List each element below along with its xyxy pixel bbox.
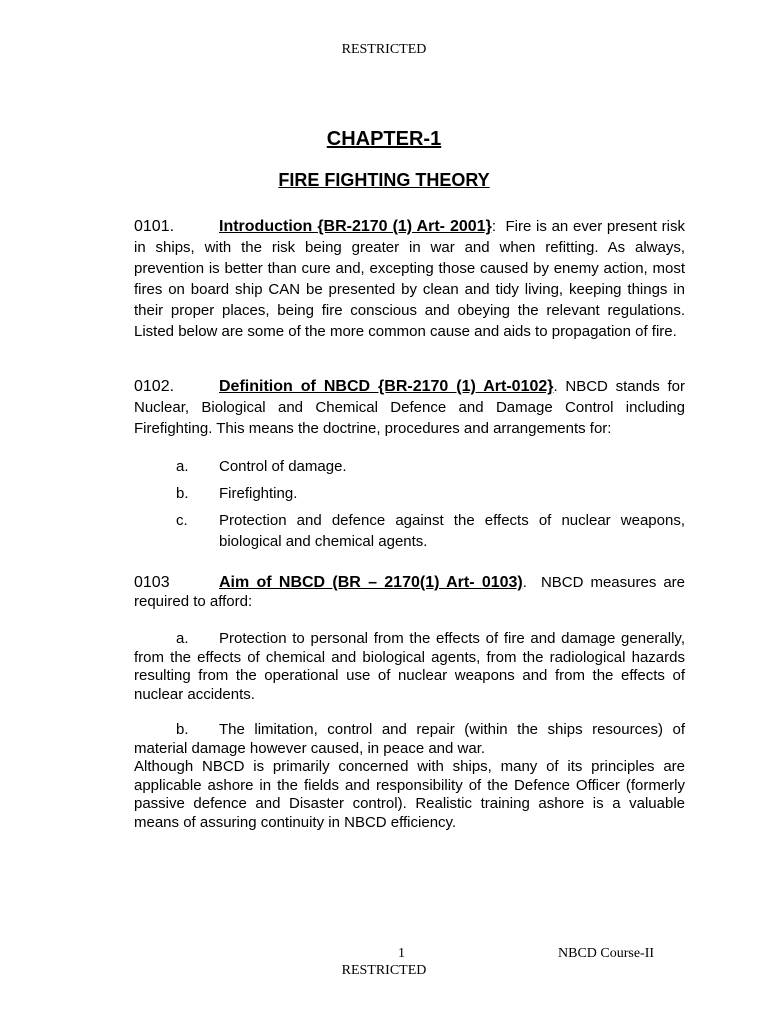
aim-item-b xyxy=(134,721,685,758)
list-text: Protection to personal from the effects of fire and damage generally, from the effects of chemical and biological agents, from the radiological hazards resulting from the operational use of nuclear weapons and from the effects of nuclear accidents. xyxy=(134,630,685,703)
section-text: NBCD measures are required to afford: xyxy=(134,574,685,610)
section-0102 xyxy=(134,376,685,439)
course-name: NBCD Course-II xyxy=(558,946,655,961)
list-letter: b. xyxy=(176,721,189,738)
section-separator: . xyxy=(522,574,527,591)
chapter-subtitle: FIRE FIGHTING THEORY xyxy=(278,170,490,190)
page-number: 1 xyxy=(398,946,405,961)
list-text: The limitation, control and repair (within the ships resources) of material damage however caused, in peace and war. xyxy=(134,721,685,757)
closing-paragraph: Although NBCD is primarily concerned with ships, many of its principles are applicable ashore in the fields and responsibility of the Defence Officer (formerly passive defence and Disaster control). Realistic training ashore is a valuable means of assuring continuity in NBCD efficiency. xyxy=(134,758,685,831)
section-separator: : xyxy=(491,218,496,235)
section-separator: . xyxy=(553,378,558,395)
list-text: Firefighting. xyxy=(219,485,298,502)
chapter-title: CHAPTER-1 xyxy=(326,128,442,150)
section-number: 0103 xyxy=(134,574,170,591)
list-letter: b. xyxy=(176,485,189,502)
list-letter: a. xyxy=(176,630,189,647)
aim-item-a xyxy=(134,630,685,704)
section-heading: Introduction {BR-2170 (1) Art- 2001} xyxy=(219,218,492,235)
section-0103 xyxy=(134,574,685,611)
section-text: NBCD stands for Nuclear, Biological and Chemical Defence and Damage Control including Firefighting. This means the doctrine, procedures and arrangements for: xyxy=(134,378,685,437)
section-text: Fire is an ever present risk in ships, with the risk being greater in war and when refitting. As always, prevention is better than cure and, excepting those caused by enemy action, most fires on board ship CAN be presented by clean and tidy living, keeping things in their proper places, being fire conscious and obeying the relevant regulations. Listed below are some of the more common cause and aids to propagation of fire. xyxy=(134,218,686,340)
header-classification: RESTRICTED xyxy=(341,42,427,57)
section-0101 xyxy=(134,216,685,342)
section-number: 0101. xyxy=(134,218,175,235)
section-heading: Definition of NBCD {BR-2170 (1) Art-0102} xyxy=(219,378,554,395)
list-letter: a. xyxy=(176,458,189,475)
list-letter: c. xyxy=(176,512,188,529)
footer-classification: RESTRICTED xyxy=(341,963,427,978)
section-number: 0102. xyxy=(134,378,175,395)
list-text: Control of damage. xyxy=(219,458,347,475)
section-heading: Aim of NBCD (BR – 2170(1) Art- 0103) xyxy=(219,574,523,591)
list-text: Protection and defence against the effects of nuclear weapons, biological and chemical agents. xyxy=(219,512,685,550)
